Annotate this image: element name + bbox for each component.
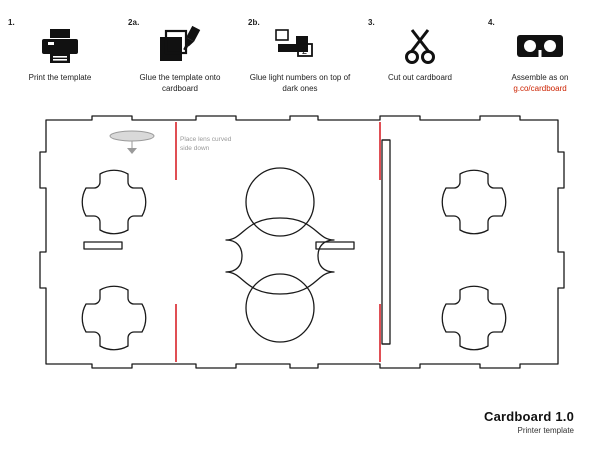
slot-left xyxy=(84,242,122,249)
step-4-caption xyxy=(484,72,596,94)
lens-ellipse-icon xyxy=(110,131,154,154)
viewer-icon xyxy=(510,26,570,66)
step-2a xyxy=(120,18,240,108)
printer-icon xyxy=(30,26,90,66)
step-2b-number: 2b. xyxy=(248,18,260,27)
step-4-caption-text: Assemble as on xyxy=(511,73,569,82)
svg-text:2: 2 xyxy=(302,46,308,56)
right-lower-lens-cut xyxy=(442,286,506,350)
step-2a-caption: Glue the template onto cardboard xyxy=(139,73,221,93)
template-svg xyxy=(28,112,576,402)
left-lower-lens-cut xyxy=(82,286,146,350)
step-2b xyxy=(240,18,360,108)
center-face-cutout xyxy=(226,218,334,294)
step-3-caption: Cut out cardboard xyxy=(387,73,453,82)
cardboard-link[interactable]: g.co/cardboard xyxy=(513,84,567,93)
cardboard-template-drawing xyxy=(28,112,576,402)
scissors-icon xyxy=(390,26,450,66)
step-3 xyxy=(360,18,480,108)
footer xyxy=(484,409,574,435)
step-4 xyxy=(480,18,600,108)
lens-placement-note: Place lens curved side down xyxy=(180,136,232,152)
footer-subtitle: Printer template xyxy=(517,426,574,435)
left-upper-lens-cut xyxy=(82,170,146,234)
step-2b-caption: Glue light numbers on top of dark ones xyxy=(249,73,351,93)
spine-panel xyxy=(382,140,390,344)
glue-template-icon xyxy=(150,26,210,66)
middle-upper-circle xyxy=(246,168,314,236)
step-1-caption: Print the template xyxy=(28,73,92,82)
step-2a-number: 2a. xyxy=(128,18,140,27)
right-upper-lens-cut xyxy=(442,170,506,234)
step-4-number: 4. xyxy=(488,18,495,27)
instruction-steps xyxy=(0,18,600,108)
step-1 xyxy=(0,18,120,108)
middle-lower-circle xyxy=(246,274,314,342)
step-1-number: 1. xyxy=(8,18,15,27)
step-3-number: 3. xyxy=(368,18,375,27)
footer-title: Cardboard 1.0 xyxy=(483,409,574,424)
glue-numbers-icon xyxy=(270,26,330,66)
